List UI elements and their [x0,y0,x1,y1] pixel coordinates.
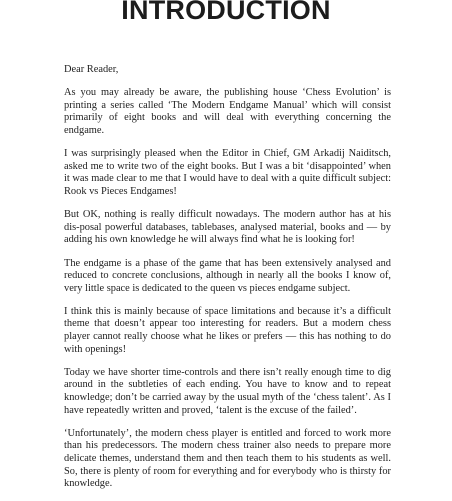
paragraph-author-invitation: I was surprisingly pleased when the Editor in Chief, GM Arkadij Naiditsch, asked me to write two of the eight books. But I was a bit ‘disappointed’ when it was made clear to me that I would have to deal with a quite difficult subject: Rook vs Pieces Endgames! [64,148,391,197]
paragraph-space-limitations: I think this is mainly because of space limitations and because it’s a difficult theme that doesn’t appear too interesting for readers. But a modern chess player cannot really choose what he likes or prefers — this has nothing to do with openings! [64,305,391,355]
paragraph-series-announcement: As you may already be aware, the publishing house ‘Chess Evolution’ is printing a series called ‘The Modern Endgame Manual’ which will consist primarily of eight books and will deal with everything concerning the endgame. [64,87,391,136]
salutation: Dear Reader, [64,64,119,75]
paragraph-endgame-phase: The endgame is a phase of the game that has been extensively analysed and reduced to concrete conclusions, although in nearly all the books I know of, very little space is dedicated to the queen vs pieces endgame subject. [64,257,391,294]
paragraph-time-controls: Today we have shorter time-controls and there isn’t really enough time to dig around in the subtleties of each ending. You have to know and to repeat knowledge; don’t be carried away by the usual myth of the ‘chess talent’. As I have repeatedly written and proved, ‘talent is the excuse of the failed’. [64,366,391,416]
paragraph-modern-resources: But OK, nothing is really difficult nowadays. The modern author has at his dis-posal powerful databases, tablebases, analysed material, books and — by adding his own knowledge he will always find what he is looking for! [64,209,391,246]
chapter-heading: INTRODUCTION [121,0,331,25]
introduction-body [64,64,391,501]
paragraph-modern-player: ‘Unfortunately’, the modern chess player is entitled and forced to work more than his predecessors. The modern chess trainer also needs to prepare more delicate themes, understand them and then teach them to his students as well. So, there is plenty of room for everything and for everybody who is thirsty for knowledge. [64,427,391,490]
